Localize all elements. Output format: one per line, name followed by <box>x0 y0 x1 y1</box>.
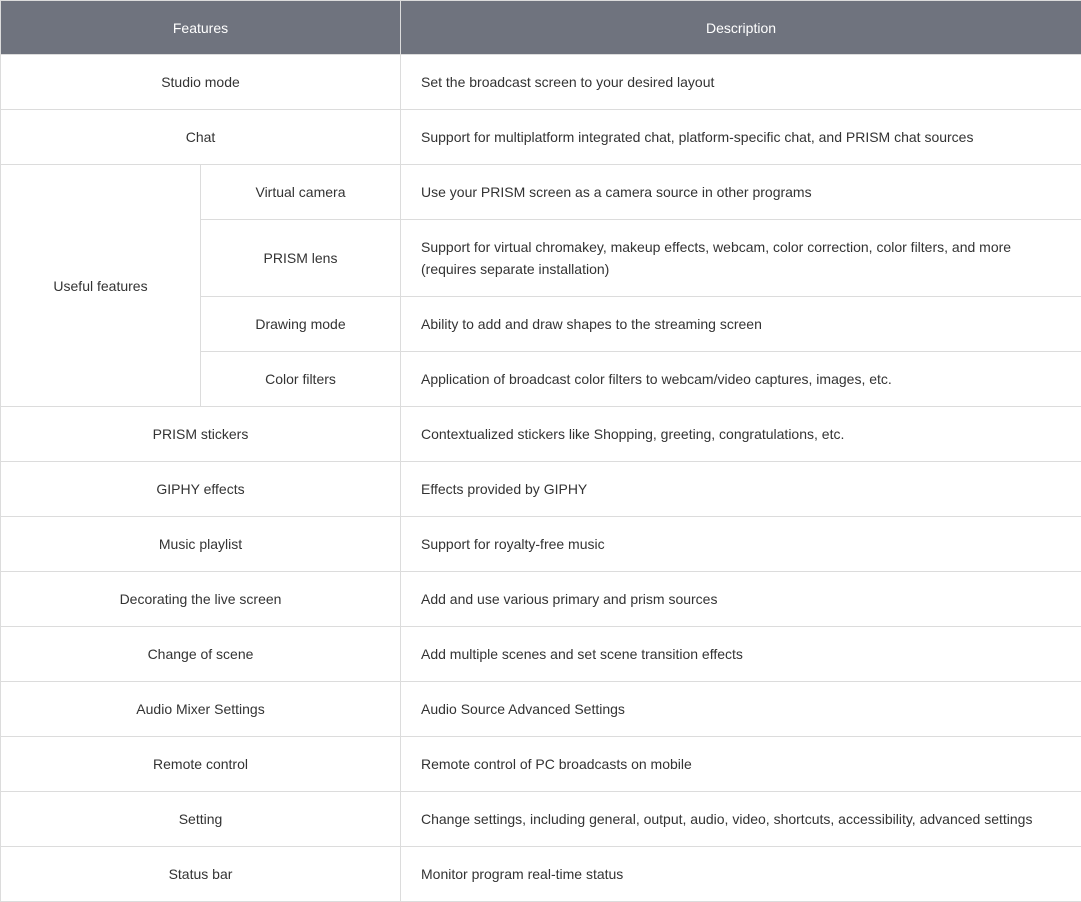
table-row <box>1 462 1081 517</box>
feature-cell: Audio Mixer Settings <box>1 682 401 737</box>
feature-cell: Studio mode <box>1 55 401 110</box>
sub-feature-cell: Virtual camera <box>201 165 401 220</box>
header-description: Description <box>401 1 1081 55</box>
description-cell: Change settings, including general, output, audio, video, shortcuts, accessibility, advanced settings <box>401 792 1081 847</box>
header-features: Features <box>1 1 401 55</box>
description-cell: Contextualized stickers like Shopping, greeting, congratulations, etc. <box>401 407 1081 462</box>
description-cell: Ability to add and draw shapes to the streaming screen <box>401 297 1081 352</box>
table-row <box>1 165 1081 220</box>
feature-cell: GIPHY effects <box>1 462 401 517</box>
table-row <box>1 517 1081 572</box>
description-cell: Monitor program real-time status <box>401 847 1081 902</box>
feature-cell: Setting <box>1 792 401 847</box>
table-row <box>1 572 1081 627</box>
description-cell: Add and use various primary and prism sources <box>401 572 1081 627</box>
feature-cell: Decorating the live screen <box>1 572 401 627</box>
sub-feature-cell: Color filters <box>201 352 401 407</box>
sub-feature-cell: PRISM lens <box>201 220 401 297</box>
description-cell: Effects provided by GIPHY <box>401 462 1081 517</box>
feature-cell: Change of scene <box>1 627 401 682</box>
description-cell: Set the broadcast screen to your desired layout <box>401 55 1081 110</box>
feature-cell: Chat <box>1 110 401 165</box>
description-cell: Audio Source Advanced Settings <box>401 682 1081 737</box>
description-cell: Support for royalty-free music <box>401 517 1081 572</box>
table-row <box>1 55 1081 110</box>
table-row <box>1 792 1081 847</box>
description-cell: Add multiple scenes and set scene transition effects <box>401 627 1081 682</box>
description-cell: Use your PRISM screen as a camera source in other programs <box>401 165 1081 220</box>
feature-cell: Status bar <box>1 847 401 902</box>
group-label-cell: Useful features <box>1 165 201 407</box>
table-row <box>1 737 1081 792</box>
table-row <box>1 407 1081 462</box>
header-row <box>1 1 1081 55</box>
feature-cell: PRISM stickers <box>1 407 401 462</box>
table-row <box>1 110 1081 165</box>
feature-cell: Remote control <box>1 737 401 792</box>
description-cell: Support for multiplatform integrated chat, platform-specific chat, and PRISM chat sources <box>401 110 1081 165</box>
sub-feature-cell: Drawing mode <box>201 297 401 352</box>
description-cell: Application of broadcast color filters to webcam/video captures, images, etc. <box>401 352 1081 407</box>
table-row <box>1 627 1081 682</box>
table-row <box>1 682 1081 737</box>
description-cell: Support for virtual chromakey, makeup effects, webcam, color correction, color filters, and more (requires separate installation) <box>401 220 1081 297</box>
description-cell: Remote control of PC broadcasts on mobile <box>401 737 1081 792</box>
feature-cell: Music playlist <box>1 517 401 572</box>
table-row <box>1 847 1081 902</box>
